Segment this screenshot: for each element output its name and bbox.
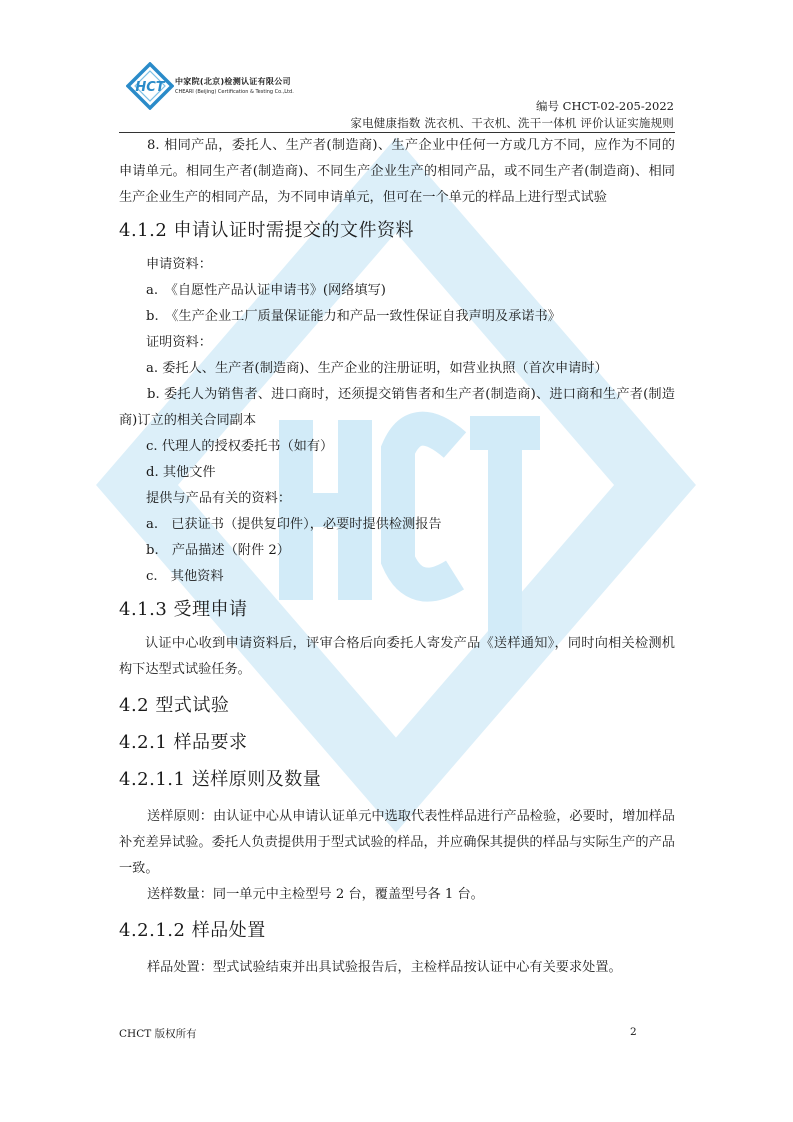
list-item: a. 《自愿性产品认证申请书》(网络填写)	[146, 283, 386, 298]
company-logo	[126, 62, 174, 110]
paragraph-sample-quantity: 送样数量：同一单元中主检型号 2 台，覆盖型号各 1 台。	[147, 887, 484, 902]
list-item: d. 其他文件	[146, 465, 216, 480]
list-item: b. 产品描述（附件 2）	[146, 543, 290, 558]
paragraph-accept-application: 认证中心收到申请资料后，评审合格后向委托人寄发产品《送样通知》，同时向相关检测机构下达型式试验任务。	[119, 636, 675, 677]
paragraph-sample-principle: 送样原则：由认证中心从申请认证单元中选取代表性样品进行产品检验，必要时，增加样品补充差异试验。委托人负责提供用于型式试验的样品，并应确保其提供的样品与实际生产的产品一致。	[119, 809, 675, 876]
heading-4-2-1-1: 4.2.1.1 送样原则及数量	[119, 769, 322, 790]
list-item: c. 代理人的授权委托书（如有）	[146, 439, 334, 454]
list-item: a. 委托人、生产者(制造商)、生产企业的注册证明，如营业执照（首次申请时）	[146, 361, 608, 376]
list-item: a. 已获证书（提供复印件），必要时提供检测报告	[146, 517, 442, 532]
apply-materials-label: 申请资料：	[146, 257, 212, 272]
heading-4-2-1-2: 4.2.1.2 样品处置	[119, 920, 266, 941]
heading-4-2: 4.2 型式试验	[119, 695, 230, 716]
footer-copyright: CHCT 版权所有	[119, 1028, 197, 1040]
page-number: 2	[630, 1026, 637, 1038]
heading-4-1-3: 4.1.3 受理申请	[119, 599, 248, 620]
page-content	[119, 133, 675, 981]
company-name-cn: 中家院(北京)检测认证有限公司	[175, 77, 291, 86]
document-title: 家电健康指数 洗衣机、干衣机、洗干一体机 评价认证实施规则	[350, 116, 674, 130]
heading-4-1-2: 4.1.2 申请认证时需提交的文件资料	[119, 220, 415, 241]
document-number: 编号 CHCT-02-205-2022	[536, 99, 674, 113]
company-name-block	[175, 76, 294, 96]
proof-materials-label: 证明资料：	[146, 335, 212, 350]
paragraph-item-8: 8. 相同产品，委托人、生产者(制造商)、生产企业中任何一方或几方不同，应作为不同的申请单元。相同生产者(制造商)、不同生产企业生产的相同产品，或不同生产者(制造商)、相同生产企业生产的相同产品，为不同申请单元，但可在一个单元的样品上进行型式试验	[119, 138, 675, 205]
product-materials-label: 提供与产品有关的资料：	[146, 491, 292, 506]
list-item: c. 其他资料	[146, 569, 224, 584]
list-item: b. 《生产企业工厂质量保证能力和产品一致性保证自我声明及承诺书》	[146, 309, 561, 324]
list-item: b. 委托人为销售者、进口商时，还须提交销售者和生产者(制造商)、进口商和生产者(制造商)订立的相关合同副本	[119, 387, 675, 428]
company-name-en: CHEARI (Beijing) Certification & Testing Co.,Ltd.	[175, 89, 294, 95]
logo-text: HCT	[135, 80, 165, 95]
heading-4-2-1: 4.2.1 样品要求	[119, 732, 248, 753]
paragraph-sample-disposal: 样品处置：型式试验结束并出具试验报告后，主检样品按认证中心有关要求处置。	[147, 960, 622, 975]
